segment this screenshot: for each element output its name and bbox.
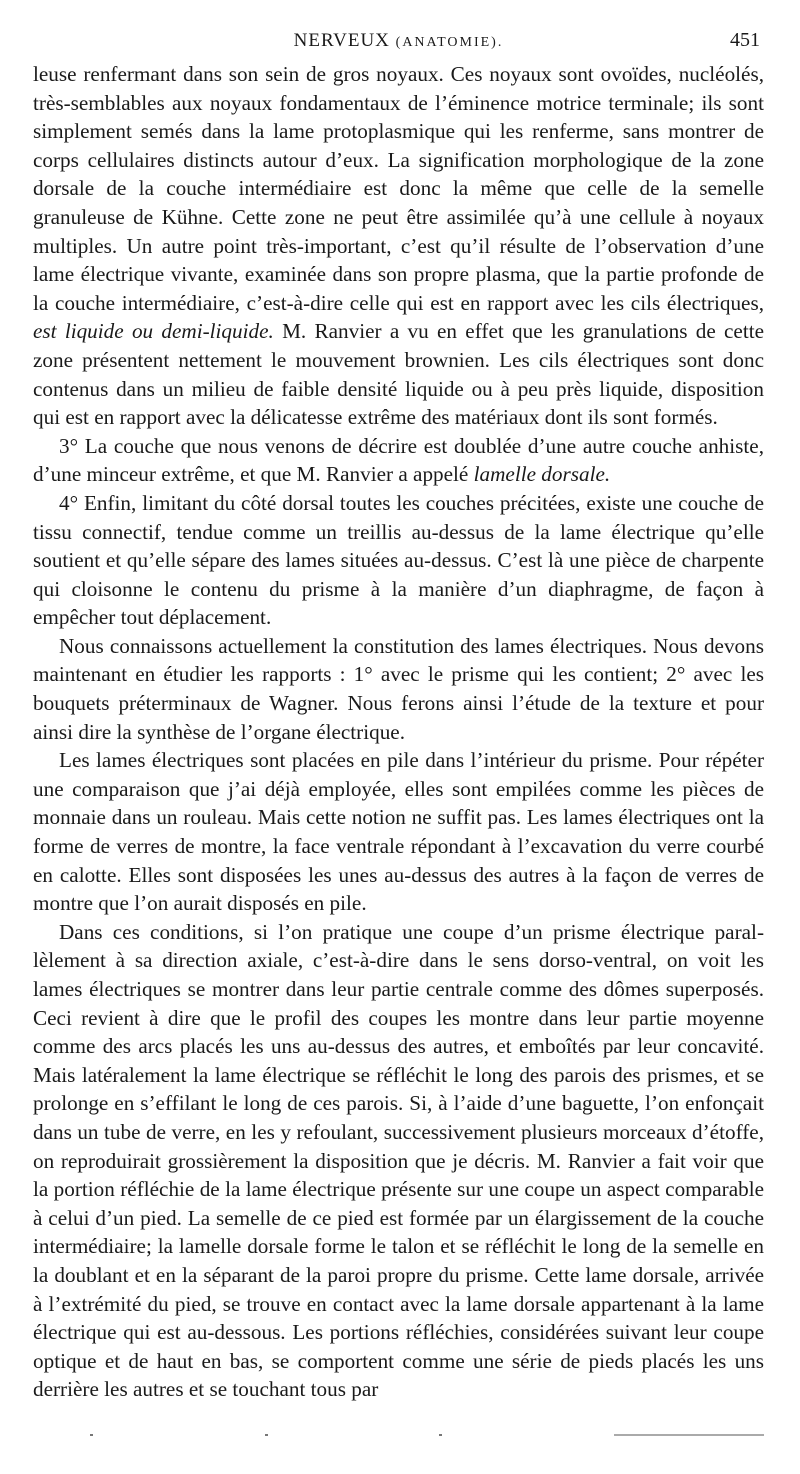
paragraph	[33, 746, 764, 918]
paragraph	[33, 632, 764, 746]
paragraph	[33, 60, 764, 432]
running-title	[294, 30, 504, 52]
text-run: M. Ranvier a vu en effet que les granulations de cette zone présentent nettement le mouvement brownien. Les cils électriques sont donc contenus dans un milieu de faible densité liquide ou à peu près liquide, disposition qui est en rapport avec la délicatesse extrême des matériaux dont ils sont formés.	[33, 319, 764, 430]
paragraph	[33, 918, 764, 1404]
body-text	[33, 60, 764, 1404]
italic-phrase: lamelle dorsale.	[473, 462, 611, 487]
text-run: Nous connaissons actuellement la constitution des lames électriques. Nous devons maintenant en étudier les rapports : 1° avec le prisme qui les contient; 2° avec les bouquets préterminaux de Wagner. Nous ferons ainsi l’étude de la texture et pour ainsi dire la synthèse de l’organe électrique.	[33, 633, 764, 744]
text-run: leuse renfermant dans son sein de gros noyaux. Ces noyaux sont ovoïdes, nucléolés, très-semblables aux noyaux fondamentaux de l’éminence motrice terminale; ils sont simplement semés dans la lame protoplasmique qui les renferme, sans montrer de corps cellulaires distincts autour d’eux. La signification morphologique de la zone dorsale de la couche intermédiaire est donc la même que celle de la semelle granuleuse de Kühne. Cette zone ne peut être assimilée qu’à une cellule à noyaux multiples. Un autre point très-important, c’est qu’il résulte de l’observation d’une lame électrique vivante, examinée dans son propre plasma, que la partie profonde de la couche intermédiaire, c’est-à-dire celle qui est en rapport avec les cils électriques,	[33, 62, 764, 315]
paragraph	[33, 432, 764, 489]
paragraph	[33, 489, 764, 632]
running-title-main: NERVEUX	[293, 30, 390, 51]
text-run: 4° Enfin, limitant du côté dorsal toutes les couches précitées, existe une couche de tissu connectif, tendue comme un treillis au-dessus de la lame électrique qu’elle soutient et qu’elle sépare des lames situées au-dessus. C’est là une pièce de charpente qui cloisonne le contenu du prisme à la manière d’un diaphragme, de façon à empêcher tout déplacement.	[33, 490, 764, 630]
page-number: 451	[730, 29, 760, 51]
text-run: Les lames électriques sont placées en pile dans l’intérieur du prisme. Pour répéter une comparaison que j’ai déjà employée, elles sont empilées comme les pièces de monnaie dans un rouleau. Mais cette notion ne suffit pas. Les lames électriques ont la forme de verres de montre, la face ventrale répondant à l’excavation du verre courbé en calotte. Elles sont disposées les unes au-dessus des autres à la façon de verres de montre que l’on aurait disposés en pile.	[33, 748, 764, 916]
italic-phrase: est liquide ou demi-liquide.	[33, 319, 274, 344]
footer-print-marks	[90, 1432, 764, 1438]
text-run: Dans ces conditions, si l’on pratique une coupe d’un prisme électrique parallèlement à sa direction axiale, c’est-à-dire dans le sens dorso-ventral, on voit les lames électriques se montrer dans leur partie centrale comme des dômes superposés. Ceci revient à dire que le profil des coupes les montre dans leur partie moyenne comme des arcs placés les uns au-dessus des autres, et emboîtés par leur concavité. Mais latéralement la lame électrique se réfléchit le long des parois des prismes, et se prolonge en s’effilant le long de ces parois. Si, à l’aide d’une baguette, l’on enfonçait dans un tube de verre, en les y refoulant, successivement plusieurs morceaux d’étoffe, on reproduirait grossièrement la disposition que je décris. M. Ranvier a fait voir que la portion réfléchie de la lame électrique présente sur une coupe un aspect comparable à celui d’un pied. La semelle de ce pied est formée par un élargissement de la couche intermédiaire; la lamelle dorsale forme le talon et se réfléchit le long de la semelle en la doublant et en la séparant de la paroi propre du prisme. Cette lame dorsale, arrivée à l’extrémité du pied, se trouve en contact avec la lame dorsale appartenant à la lame électrique qui est au-dessous. Les portions réfléchies, considérées suivant leur coupe optique et de haut en bas, se comportent comme une série de pieds placés les uns derrière les autres et se touchant tous par	[33, 919, 764, 1402]
running-title-subject: (ANATOMIE).	[395, 35, 504, 50]
text-run: 3° La couche que nous venons de décrire est doublée d’une autre couche anhiste, d’une minceur extrême, et que M. Ranvier a appelé	[33, 433, 764, 487]
running-header	[33, 0, 764, 60]
